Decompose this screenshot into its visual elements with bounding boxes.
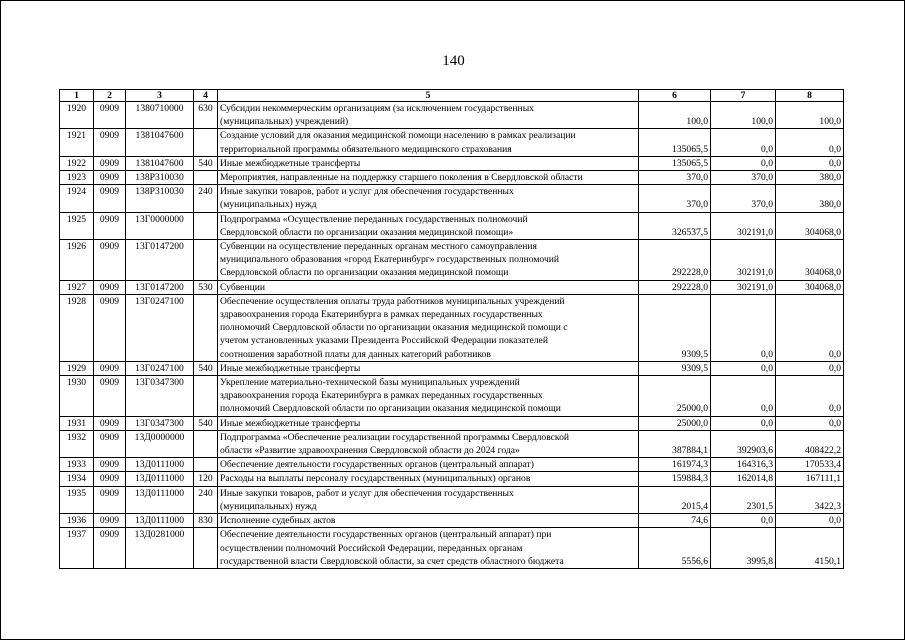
description-line: Субвенции на осуществление переданных органам местного самоуправления (220, 241, 537, 253)
target-article-cell: 13Г0347300 (126, 376, 194, 417)
amount-year2-cell: 0,0 (711, 156, 776, 170)
column-header: 2 (94, 90, 126, 102)
amount-year1-cell: 5556,6 (639, 528, 711, 569)
section-code-cell: 0909 (94, 171, 126, 185)
table-row (60, 472, 844, 486)
row-number-cell: 1920 (60, 102, 94, 129)
description-cell (218, 472, 639, 486)
expense-type-cell: 240 (194, 185, 218, 212)
description-line: здравоохранения города Екатеринбурга в рамках переданных государственных (220, 309, 543, 321)
description-line: Обеспечение деятельности государственных органов (центральный аппарат) при (220, 529, 552, 541)
expense-type-cell (194, 294, 218, 361)
section-code-cell: 0909 (94, 430, 126, 457)
description-cell (218, 129, 639, 156)
description-cell (218, 486, 639, 513)
table-row (60, 458, 844, 472)
table-row (60, 486, 844, 513)
description-line: учетом установленных указами Президента Российской Федерации показателей (220, 335, 548, 347)
amount-year1-cell: 159884,3 (639, 472, 711, 486)
target-article-cell: 13Г0147200 (126, 240, 194, 281)
table-row (60, 361, 844, 375)
column-header: 8 (776, 90, 844, 102)
row-number-cell: 1936 (60, 514, 94, 528)
description-line: здравоохранения города Екатеринбурга в рамках переданных государственных (220, 390, 543, 402)
description-cell (218, 514, 639, 528)
expense-type-cell (194, 458, 218, 472)
amount-year1-cell: 370,0 (639, 185, 711, 212)
description-cell (218, 294, 639, 361)
description-cell (218, 240, 639, 281)
amount-year2-cell: 302191,0 (711, 212, 776, 239)
column-header: 4 (194, 90, 218, 102)
description-line: Иные закупки товаров, работ и услуг для обеспечения государственных (220, 186, 514, 198)
amount-year3-cell: 0,0 (776, 514, 844, 528)
section-code-cell: 0909 (94, 472, 126, 486)
description-line: соотношения заработной платы для данных категорий работников (220, 348, 491, 360)
target-article-cell: 13Г0147200 (126, 280, 194, 294)
target-article-cell: 138P310030 (126, 185, 194, 212)
description-line: полномочий Свердловской области по организации оказания медицинской помощи с (220, 322, 568, 334)
amount-year2-cell: 3995,8 (711, 528, 776, 569)
description-line: (муниципальных) учреждений) (220, 116, 349, 128)
amount-year1-cell: 292228,0 (639, 280, 711, 294)
amount-year3-cell: 100,0 (776, 102, 844, 129)
expense-type-cell: 830 (194, 514, 218, 528)
row-number-cell: 1922 (60, 156, 94, 170)
amount-year3-cell: 0,0 (776, 156, 844, 170)
target-article-cell: 1381047600 (126, 129, 194, 156)
column-header: 1 (60, 90, 94, 102)
table-row (60, 129, 844, 156)
amount-year1-cell: 2015,4 (639, 486, 711, 513)
description-line: Создание условий для оказания медицинской помощи населению в рамках реализации (220, 130, 576, 142)
amount-year1-cell: 9309,5 (639, 294, 711, 361)
description-line: Иные закупки товаров, работ и услуг для обеспечения государственных (220, 487, 514, 499)
target-article-cell: 13Г0347300 (126, 416, 194, 430)
target-article-cell: 13Г0247100 (126, 361, 194, 375)
amount-year3-cell: 170533,4 (776, 458, 844, 472)
amount-year3-cell: 408422,2 (776, 430, 844, 457)
description-line: Укрепление материально-технической базы муниципальных учреждений (220, 377, 520, 389)
description-cell (218, 280, 639, 294)
expense-type-cell (194, 430, 218, 457)
row-number-cell: 1921 (60, 129, 94, 156)
amount-year1-cell: 25000,0 (639, 376, 711, 417)
table-row (60, 185, 844, 212)
description-cell (218, 458, 639, 472)
amount-year1-cell: 135065,5 (639, 129, 711, 156)
table-row (60, 240, 844, 281)
expense-type-cell: 630 (194, 102, 218, 129)
amount-year2-cell: 164316,3 (711, 458, 776, 472)
amount-year2-cell: 302191,0 (711, 240, 776, 281)
table-row (60, 430, 844, 457)
amount-year3-cell: 4150,1 (776, 528, 844, 569)
amount-year1-cell: 161974,3 (639, 458, 711, 472)
amount-year3-cell: 0,0 (776, 361, 844, 375)
amount-year2-cell: 2301,5 (711, 486, 776, 513)
target-article-cell: 1380710000 (126, 102, 194, 129)
table-row (60, 528, 844, 569)
description-line: Субвенции (220, 281, 265, 293)
amount-year3-cell: 380,0 (776, 171, 844, 185)
row-number-cell: 1934 (60, 472, 94, 486)
row-number-cell: 1931 (60, 416, 94, 430)
amount-year1-cell: 326537,5 (639, 212, 711, 239)
expense-type-cell (194, 528, 218, 569)
section-code-cell: 0909 (94, 486, 126, 513)
amount-year1-cell: 74,6 (639, 514, 711, 528)
description-line: Мероприятия, направленные на поддержку старшего поколения в Свердловской области (220, 172, 583, 184)
description-cell (218, 430, 639, 457)
row-number-cell: 1929 (60, 361, 94, 375)
amount-year2-cell: 0,0 (711, 129, 776, 156)
table-row (60, 171, 844, 185)
description-cell (218, 376, 639, 417)
expense-type-cell: 120 (194, 472, 218, 486)
expense-type-cell (194, 240, 218, 281)
expense-type-cell: 530 (194, 280, 218, 294)
description-line: (муниципальных) нужд (220, 199, 317, 211)
description-line: Обеспечение деятельности государственных органов (центральный аппарат) (220, 459, 534, 471)
amount-year2-cell: 370,0 (711, 171, 776, 185)
description-line: осуществлении полномочий Российской Федерации, переданных органам (220, 542, 523, 554)
section-code-cell: 0909 (94, 416, 126, 430)
target-article-cell: 1381047600 (126, 156, 194, 170)
amount-year2-cell: 162014,8 (711, 472, 776, 486)
budget-table (59, 89, 844, 569)
column-header: 7 (711, 90, 776, 102)
target-article-cell: 13Д0111000 (126, 514, 194, 528)
section-code-cell: 0909 (94, 376, 126, 417)
table-row (60, 156, 844, 170)
target-article-cell: 13Д0000000 (126, 430, 194, 457)
description-line: Подпрограмма «Осуществление переданных государственных полномочий (220, 213, 528, 225)
amount-year2-cell: 0,0 (711, 514, 776, 528)
expense-type-cell: 240 (194, 486, 218, 513)
amount-year1-cell: 100,0 (639, 102, 711, 129)
description-line: Исполнение судебных актов (220, 515, 336, 527)
column-header: 3 (126, 90, 194, 102)
table-body (60, 102, 844, 569)
expense-type-cell (194, 212, 218, 239)
expense-type-cell: 540 (194, 416, 218, 430)
description-cell (218, 212, 639, 239)
amount-year2-cell: 392903,6 (711, 430, 776, 457)
row-number-cell: 1925 (60, 212, 94, 239)
table-row (60, 376, 844, 417)
target-article-cell: 13Г0247100 (126, 294, 194, 361)
amount-year2-cell: 0,0 (711, 294, 776, 361)
description-cell (218, 185, 639, 212)
amount-year2-cell: 100,0 (711, 102, 776, 129)
description-line: Обеспечение осуществления оплаты труда работников муниципальных учреждений (220, 295, 565, 307)
table-row (60, 212, 844, 239)
row-number-cell: 1927 (60, 280, 94, 294)
table-row (60, 294, 844, 361)
description-line: (муниципальных) нужд (220, 500, 317, 512)
target-article-cell: 13Д0111000 (126, 458, 194, 472)
section-code-cell: 0909 (94, 294, 126, 361)
target-article-cell: 13Д0281000 (126, 528, 194, 569)
description-line: территориальной программы обязательного медицинского страхования (220, 143, 512, 155)
description-line: области «Развитие здравоохранения Свердловской области до 2024 года» (220, 445, 520, 457)
expense-type-cell: 540 (194, 361, 218, 375)
amount-year1-cell: 292228,0 (639, 240, 711, 281)
expense-type-cell (194, 171, 218, 185)
description-line: полномочий Свердловской области по организации оказания медицинской помощи (220, 403, 561, 415)
row-number-cell: 1932 (60, 430, 94, 457)
target-article-cell: 13Д0111000 (126, 486, 194, 513)
description-cell (218, 171, 639, 185)
expense-type-cell: 540 (194, 156, 218, 170)
section-code-cell: 0909 (94, 514, 126, 528)
page-number: 140 (442, 53, 465, 69)
table-row (60, 280, 844, 294)
amount-year3-cell: 0,0 (776, 294, 844, 361)
amount-year2-cell: 302191,0 (711, 280, 776, 294)
section-code-cell: 0909 (94, 102, 126, 129)
description-line: Свердловской области по организации оказания медицинской помощи (220, 267, 509, 279)
amount-year2-cell: 0,0 (711, 361, 776, 375)
description-line: государственной власти Свердловской области, за счет средств областного бюджета (220, 555, 564, 567)
section-code-cell: 0909 (94, 458, 126, 472)
amount-year3-cell: 3422,3 (776, 486, 844, 513)
description-cell (218, 528, 639, 569)
amount-year3-cell: 304068,0 (776, 240, 844, 281)
description-cell (218, 361, 639, 375)
amount-year1-cell: 25000,0 (639, 416, 711, 430)
row-number-cell: 1926 (60, 240, 94, 281)
description-cell (218, 416, 639, 430)
description-line: Подпрограмма «Обеспечение реализации государственной программы Свердловской (220, 431, 570, 443)
expense-type-cell (194, 129, 218, 156)
amount-year3-cell: 0,0 (776, 376, 844, 417)
amount-year3-cell: 304068,0 (776, 280, 844, 294)
amount-year3-cell: 304068,0 (776, 212, 844, 239)
row-number-cell: 1928 (60, 294, 94, 361)
section-code-cell: 0909 (94, 212, 126, 239)
target-article-cell: 13Д0111000 (126, 472, 194, 486)
description-cell (218, 102, 639, 129)
expense-type-cell (194, 376, 218, 417)
description-line: Иные межбюджетные трансферты (220, 157, 361, 169)
row-number-cell: 1930 (60, 376, 94, 417)
amount-year2-cell: 0,0 (711, 416, 776, 430)
row-number-cell: 1923 (60, 171, 94, 185)
section-code-cell: 0909 (94, 129, 126, 156)
amount-year3-cell: 0,0 (776, 416, 844, 430)
amount-year1-cell: 9309,5 (639, 361, 711, 375)
target-article-cell: 13Г0000000 (126, 212, 194, 239)
row-number-cell: 1935 (60, 486, 94, 513)
table-row (60, 514, 844, 528)
amount-year3-cell: 0,0 (776, 129, 844, 156)
description-line: Свердловской области по организации оказания медицинской помощи» (220, 226, 514, 238)
target-article-cell: 138P310030 (126, 171, 194, 185)
column-header: 5 (218, 90, 639, 102)
table-row (60, 102, 844, 129)
description-line: Иные межбюджетные трансферты (220, 362, 361, 374)
description-line: Иные межбюджетные трансферты (220, 417, 361, 429)
description-line: Расходы на выплаты персоналу государственных (муниципальных) органов (220, 473, 531, 485)
amount-year2-cell: 0,0 (711, 376, 776, 417)
section-code-cell: 0909 (94, 156, 126, 170)
section-code-cell: 0909 (94, 528, 126, 569)
section-code-cell: 0909 (94, 361, 126, 375)
section-code-cell: 0909 (94, 240, 126, 281)
amount-year1-cell: 387884,1 (639, 430, 711, 457)
amount-year3-cell: 380,0 (776, 185, 844, 212)
amount-year2-cell: 370,0 (711, 185, 776, 212)
description-cell (218, 156, 639, 170)
section-code-cell: 0909 (94, 185, 126, 212)
table-header-row (60, 90, 844, 102)
row-number-cell: 1933 (60, 458, 94, 472)
table-row (60, 416, 844, 430)
description-line: Субсидии некоммерческим организациям (за исключением государственных (220, 103, 534, 114)
description-line: муниципального образования «город Екатеринбург» государственных полномочий (220, 254, 560, 266)
row-number-cell: 1937 (60, 528, 94, 569)
amount-year1-cell: 370,0 (639, 171, 711, 185)
amount-year1-cell: 135065,5 (639, 156, 711, 170)
column-header: 6 (639, 90, 711, 102)
row-number-cell: 1924 (60, 185, 94, 212)
amount-year3-cell: 167111,1 (776, 472, 844, 486)
section-code-cell: 0909 (94, 280, 126, 294)
